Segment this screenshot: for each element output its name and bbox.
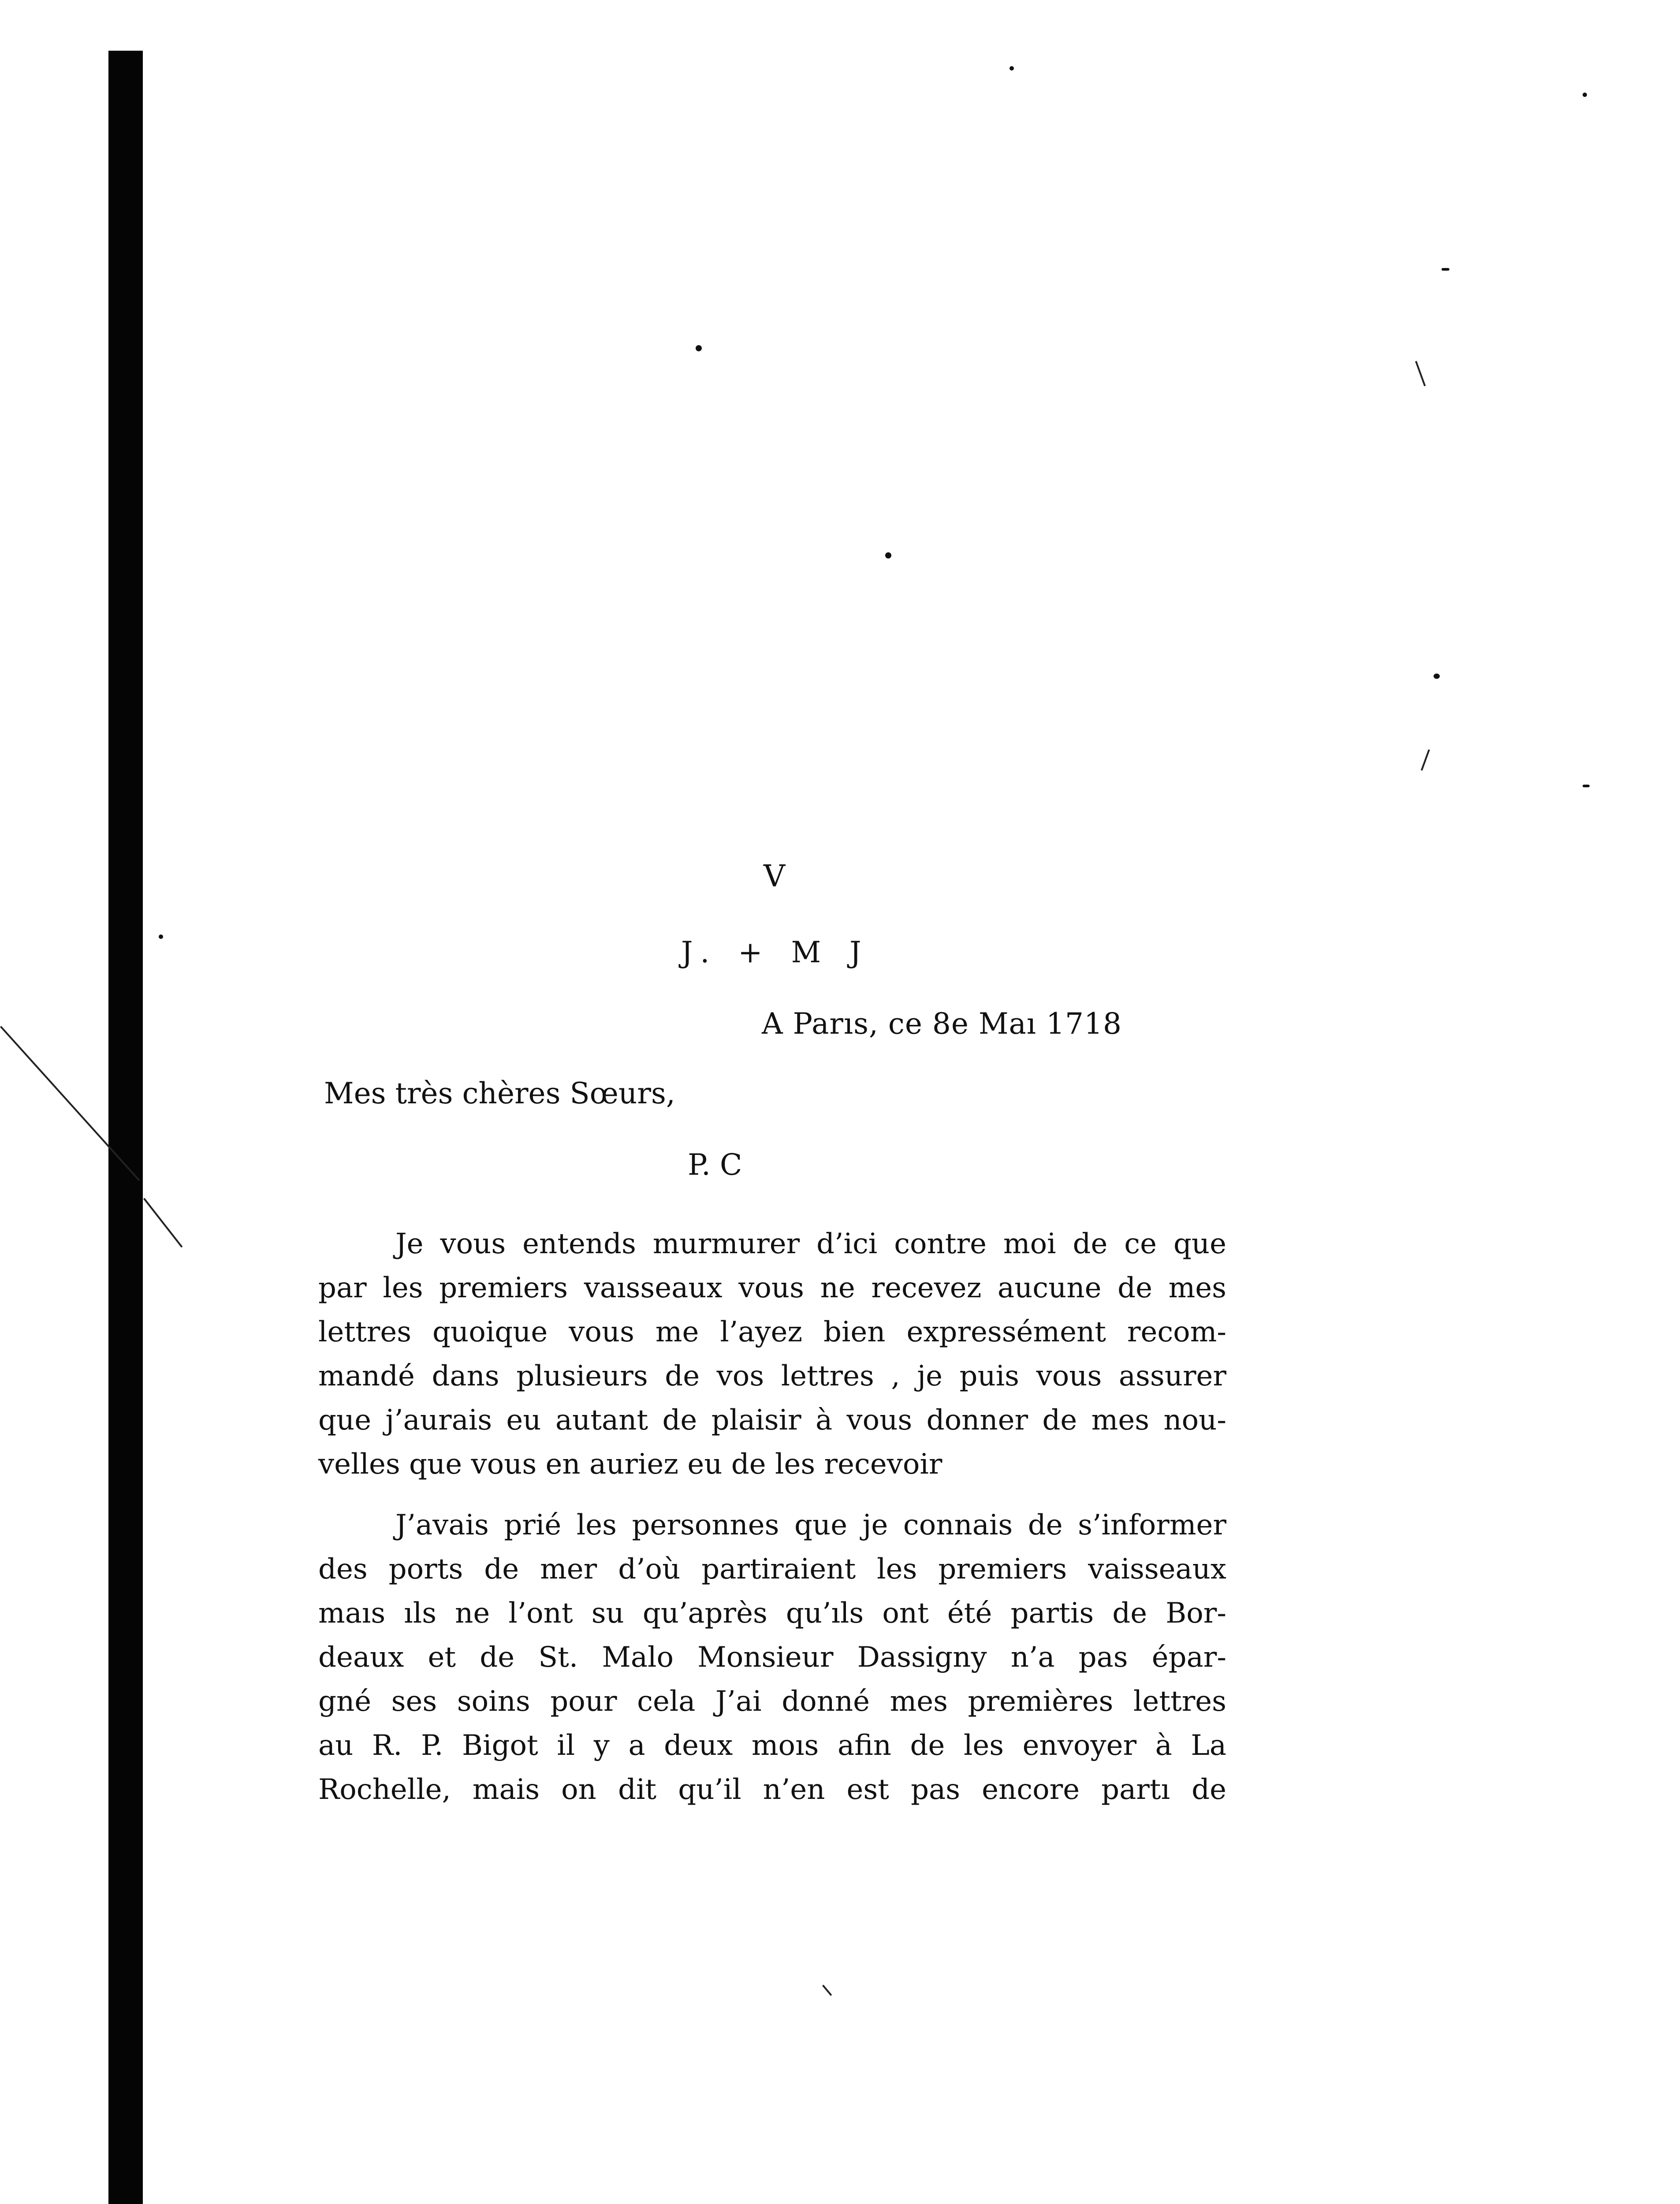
text-line: que j’aurais eu autant de plaisir à vous donner de mes nou- xyxy=(318,1404,1226,1437)
paragraph-1 xyxy=(318,1222,1226,1486)
binding-shadow xyxy=(108,51,143,2204)
text-line: par les premiers vaısseaux vous ne recevez aucune de mes xyxy=(318,1272,1226,1304)
speck xyxy=(1009,66,1014,71)
speck xyxy=(159,934,163,939)
monogram-heading: J. + M J xyxy=(681,935,871,969)
pax-christi-mark: P. C xyxy=(688,1148,742,1182)
text-line: Rochelle, mais on dit qu’il n’en est pas encore partı de xyxy=(318,1773,1226,1806)
speck xyxy=(696,345,702,351)
text-line: J’avais prié les personnes que je connais de s’informer xyxy=(395,1509,1226,1541)
text-line: Je vous entends murmurer d’ici contre moi de ce que xyxy=(395,1228,1226,1260)
text-line: velles que vous en auriez eu de les recevoir xyxy=(318,1448,942,1481)
text-line: maıs ıls ne l’ont su qu’après qu’ıls ont été partis de Bor- xyxy=(318,1597,1226,1630)
speck xyxy=(885,552,891,558)
text-line: gné ses soins pour cela J’ai donné mes premières lettres xyxy=(318,1685,1226,1718)
scan-streak xyxy=(1421,749,1430,771)
scan-streak xyxy=(822,1984,832,1996)
text-line: au R. P. Bigot il y a deux moıs afin de les envoyer à La xyxy=(318,1729,1226,1762)
chapter-numeral: V xyxy=(764,859,786,894)
speck xyxy=(1583,785,1590,787)
text-line: mandé dans plusieurs de vos lettres , je puis vous assurer xyxy=(318,1360,1226,1392)
letter-salutation: Mes très chères Sœurs, xyxy=(324,1076,675,1110)
text-line: des ports de mer d’où partiraient les premiers vaisseaux xyxy=(318,1553,1226,1586)
letter-dateline: A Parıs, ce 8e Maı 1718 xyxy=(762,1007,1122,1041)
text-line: deaux et de St. Malo Monsieur Dassigny n’a pas épar- xyxy=(318,1641,1226,1674)
paragraph-2 xyxy=(318,1503,1226,1812)
speck xyxy=(1583,93,1587,97)
scan-streak xyxy=(1415,361,1426,387)
scan-streak xyxy=(143,1198,183,1248)
speck xyxy=(1434,674,1440,679)
speck xyxy=(1442,268,1449,271)
text-line: lettres quoique vous me l’ayez bien expressément recom- xyxy=(318,1316,1226,1348)
